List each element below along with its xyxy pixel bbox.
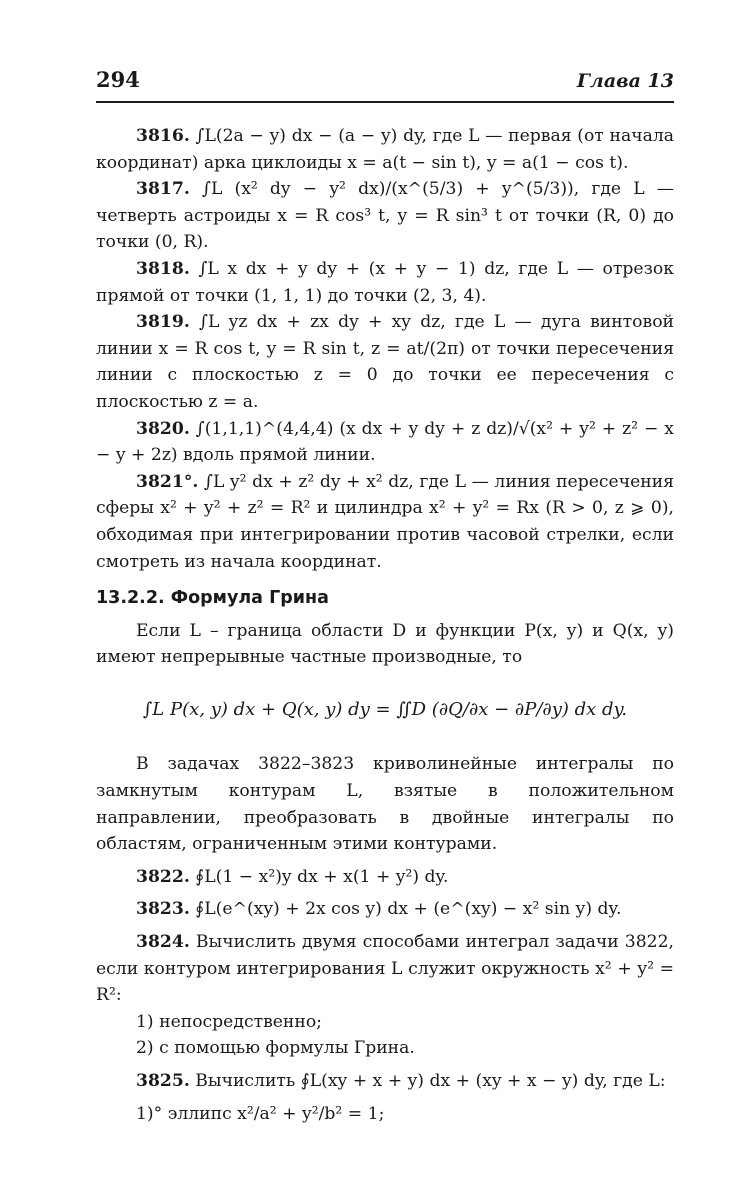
list-item-text: непосредственно; — [159, 1011, 322, 1032]
problem-number: 3823. — [136, 899, 190, 920]
problem-number: 3818. — [136, 258, 190, 279]
problem-text: ∮L(e^(xy) + 2x cos y) dx + (e^(xy) − x² sin y) dy. — [195, 899, 622, 920]
problem-3816 — [96, 123, 674, 176]
tasks-intro: В задачах 3822–3823 криволинейные интегралы по замкнутым контурам L, взятые в положительном направлении, преобразовать в двойные интегралы по областям, ограниченным этими контурами. — [96, 754, 674, 855]
problem-number: 3816. — [136, 126, 190, 146]
page-body — [96, 123, 674, 1127]
problem-3822 — [96, 864, 674, 891]
problem-text: ∫L y² dx + z² dy + x² dz, где L — линия пересечения сферы x² + y² + z² = R² и цилиндра x² + y² = Rx (R > 0, z ⩾ 0), обходимая при интегрировании против часовой стрелки, если смотреть из начала координат. — [96, 471, 674, 572]
problem-number: 3822. — [136, 866, 190, 887]
problem-number: 3824. — [136, 932, 190, 953]
problem-text: ∫(1,1,1)^(4,4,4) (x dx + y dy + z dz)/√(x² + y² + z² − x − y + 2z) вдоль прямой линии. — [96, 418, 674, 466]
problem-text: Вычислить двумя способами интеграл задачи 3822, если контуром интегрирования L служит окружность x² + y² = R²: — [96, 932, 674, 1006]
problem-number: 3819. — [136, 312, 190, 333]
problem-number: 3825. — [136, 1071, 190, 1091]
section-title: 13.2.2. Формула Грина — [96, 588, 329, 609]
problem-text: ∫L (x² dy − y² dx)/(x^(5/3) + y^(5/3)), где L — четверть астроиды x = R cos³ t, y = R sin³ t от точки (R, 0) до точки (0, R). — [96, 179, 674, 253]
problem-3819 — [96, 309, 674, 415]
green-intro: Если L – граница области D и функции P(x, y) и Q(x, y) имеют непрерывные частные производные, то — [96, 620, 674, 668]
problem-text: ∫L yz dx + zx dy + xy dz, где L — дуга винтовой линии x = R cos t, y = R sin t, z = at/(2π) от точки пересечения линии с плоскостью z = 0 до точки ее пересечения с плоскостью z = a. — [96, 312, 674, 412]
problem-number: 3821°. — [136, 471, 199, 492]
list-item — [96, 1035, 674, 1062]
problem-text: Вычислить ∮L(xy + x + y) dx + (xy + x − y) dy, где L: — [195, 1071, 666, 1091]
problem-text: ∫L(2a − y) dx − (a − y) dy, где L — первая (от начала координат) арка циклоиды x = a(t − sin t), y = a(1 − cos t). — [96, 126, 674, 173]
list-item-number: 2) — [136, 1038, 154, 1059]
problem-number: 3820. — [136, 418, 190, 439]
page-number: 294 — [96, 67, 140, 92]
problem-text: ∫L x dx + y dy + (x + y − 1) dz, где L — отрезок прямой от точки (1, 1, 1) до точки (2, 3, 4). — [96, 258, 674, 306]
problem-3825 — [96, 1068, 674, 1095]
list-item-number: 1) — [136, 1011, 154, 1032]
page — [96, 62, 674, 1127]
running-header — [96, 62, 674, 103]
problem-number: 3817. — [136, 179, 190, 200]
list-item-text: с помощью формулы Грина. — [159, 1038, 415, 1059]
chapter-title: Глава 13 — [576, 70, 674, 92]
problem-3820 — [96, 416, 674, 469]
list-item-text: эллипс x²/a² + y²/b² = 1; — [167, 1103, 385, 1124]
list-item — [96, 1009, 674, 1036]
list-item — [96, 1101, 674, 1128]
problem-3821 — [96, 469, 674, 575]
list-item-number: 1)° — [136, 1103, 163, 1124]
green-formula: ∫L P(x, y) dx + Q(x, y) dy = ∬D (∂Q/∂x − ∂P/∂y) dx dy. — [142, 698, 628, 720]
problem-text: ∮L(1 − x²)y dx + x(1 + y²) dy. — [195, 866, 449, 887]
problem-3823 — [96, 896, 674, 923]
problem-3824 — [96, 929, 674, 1009]
problem-3817 — [96, 176, 674, 256]
problem-3818 — [96, 256, 674, 309]
